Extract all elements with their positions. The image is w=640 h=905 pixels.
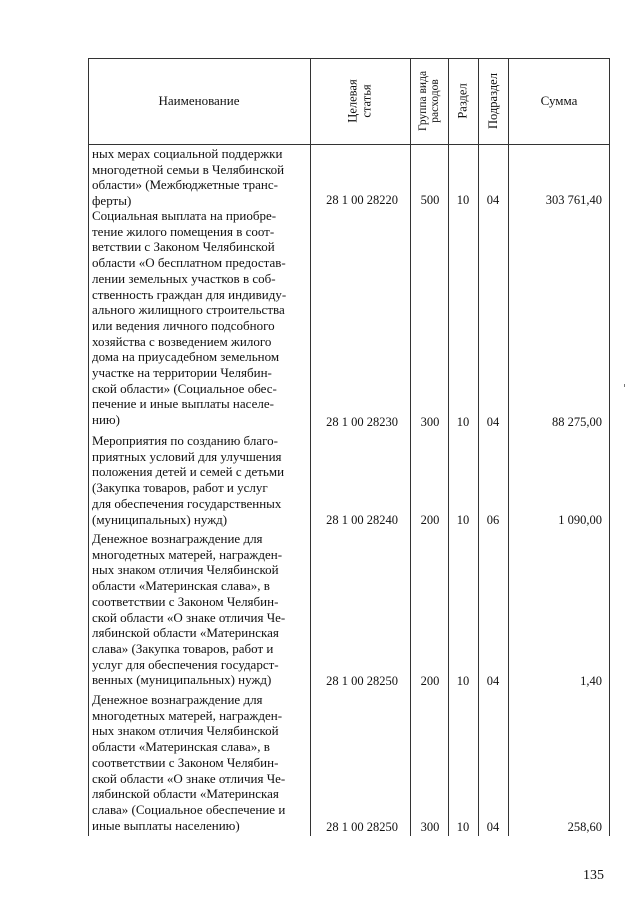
row-subsection: 06 [486, 513, 500, 527]
header-name-label: Наименование [158, 93, 240, 108]
header-sum [508, 58, 610, 144]
row-section: 10 [456, 513, 470, 527]
row-sum: 258,60 [567, 820, 602, 834]
row-target: 28 1 00 28250 [326, 820, 398, 834]
header-subsection [478, 58, 508, 144]
row-subsection: 04 [486, 674, 500, 688]
row-group: 200 [420, 513, 440, 527]
row-target: 28 1 00 28230 [326, 415, 398, 429]
row-subsection: 04 [486, 415, 500, 429]
row-name: Мероприятия по созданию благо- приятных условий для улучшения положения детей и семей с детьми (Закупка товаров, работ и услуг для обеспечения государственных (муниципальных) нужд) [92, 433, 285, 527]
row-subsection: 04 [486, 820, 500, 834]
table-row [88, 430, 610, 528]
row-sum: 88 275,00 [552, 415, 602, 429]
header-bottom-border [88, 144, 610, 145]
scan-mark [624, 384, 625, 387]
row-name: Социальная выплата на приобре- тение жилого помещения в соот- ветствии с Законом Челябинской области «О бесплатном предостав- лении земельных участков в соб- ственность граждан для индивиду- ального жилищного строительства или ведения личного подсобного хозяйства с возведением жилого дома на приусадебном земельном участке на территории Челябин- ской области» (Социальное обес- печение и иные выплаты населе- нию) [92, 208, 287, 428]
row-subsection: 04 [486, 193, 500, 207]
row-target: 28 1 00 28220 [326, 193, 398, 207]
budget-table [88, 58, 610, 836]
row-sum: 303 761,40 [545, 193, 602, 207]
header-subsection-label: Подраздел [486, 73, 500, 129]
header-name [88, 58, 310, 144]
header-group-line2: расходов [429, 79, 442, 123]
row-sum: 1,40 [580, 674, 602, 688]
row-group: 200 [420, 674, 440, 688]
row-group: 300 [420, 820, 440, 834]
header-group-label [417, 71, 441, 131]
header-target-line2: статья [360, 84, 374, 118]
row-section: 10 [456, 193, 470, 207]
table-row [88, 689, 610, 835]
header-sum-label: Сумма [540, 93, 578, 108]
row-section: 10 [456, 674, 470, 688]
row-target: 28 1 00 28240 [326, 513, 398, 527]
row-section: 10 [456, 820, 470, 834]
header-target [310, 58, 410, 144]
header-section [448, 58, 478, 144]
row-section: 10 [456, 415, 470, 429]
page-number: 135 [583, 868, 604, 883]
row-group: 500 [420, 193, 440, 207]
table-row [88, 146, 610, 208]
header-target-label [346, 79, 374, 122]
header-group [410, 58, 448, 144]
header-group-line1: Группа вида [417, 70, 430, 132]
header-section-label: Раздел [456, 83, 471, 119]
table-row [88, 208, 610, 430]
table-row [88, 528, 610, 689]
row-name: Денежное вознаграждение для многодетных матерей, награжден- ных знаком отличия Челябинской области «Материнская слава», в соответствии с Законом Челябин- ской области «О знаке отличия Че- лябинской области «Материнская слава» (Социальное обеспечение и иные выплаты населению) [92, 692, 286, 833]
row-name: ных мерах социальной поддержки многодетной семьи в Челябинской области» (Межбюджетные транс- ферты) [92, 146, 285, 209]
row-sum: 1 090,00 [558, 513, 602, 527]
row-group: 300 [420, 415, 440, 429]
row-name: Денежное вознаграждение для многодетных матерей, награжден- ных знаком отличия Челябинской области «Материнская слава», в соответствии с Законом Челябин- ской области «О знаке отличия Че- лябинской области «Материнская слава» (Закупка товаров, работ и услуг для обеспечения государст- венных (муниципальных) нужд) [92, 531, 286, 688]
header-target-line1: Целевая [346, 79, 360, 123]
row-target: 28 1 00 28250 [326, 674, 398, 688]
